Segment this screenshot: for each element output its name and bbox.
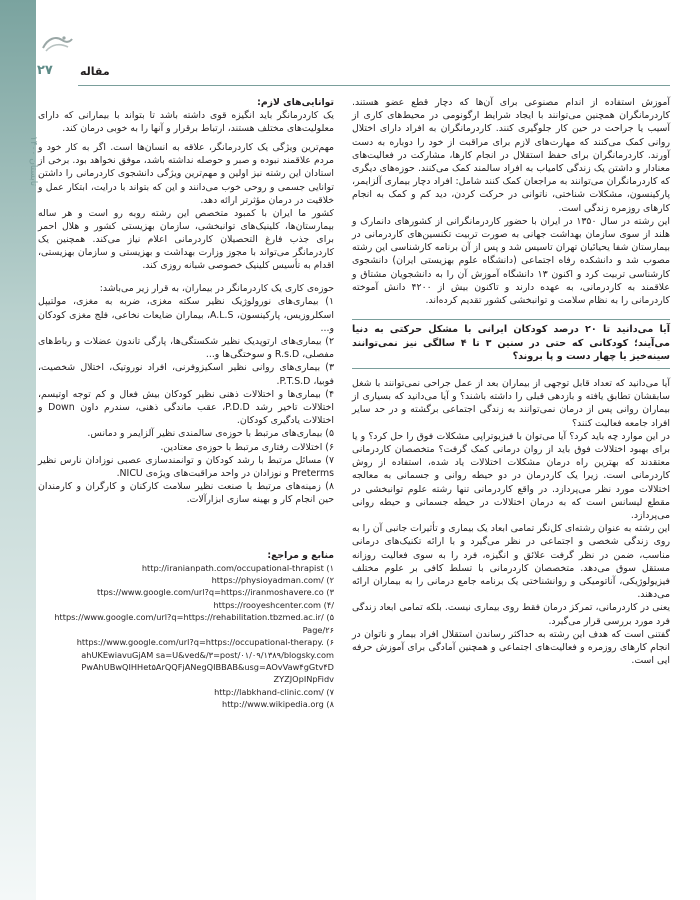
reference-item: ttps://www.google.com/url?q=https://iranmoshavere.co (۳ bbox=[97, 587, 334, 598]
reference-item: https://www.google.com/url?q=https://rehabilitation.tbzmed.ac.ir/ (۵ bbox=[54, 612, 334, 623]
question-box bbox=[352, 319, 670, 369]
history-paragraph: این رشته در سال ۱۳۵۰ در ایران با حضور کاردرمانگرانی از کشورهای دانمارک و هلند از سوی سازمان بهداشت جهانی به صورت تربیت تکنسین‌های کاردرمانی در بیمارستان شفا یحیائیان تهران تاسیس شد و پس از آن برنامه کارشناسی این رشته مصوب شد و دانشکده رفاه اجتماعی (دانشگاه علوم بهزیستی ایران) دانشجوی کارشناسی تربیت کرد و اکنون ۱۳ دانشگاه آموزش آن را به دانشجویان مشتاق و علاقمند به کاردرمانی، به عهده دارند و تاکنون بیش از ۴۲۰۰ دانش آموخته کاردرمانی را به نظام سلامت و توانبخشی کشور تقدیم کرده‌اند. bbox=[352, 215, 671, 307]
answer-paragraph-5: گفتنی است که هدف این رشته به حداکثر رساندن استقلال افراد بیمار و ناتوان در انجام کارهای روزمره و فعالیت‌های اجتماعی و همچنین آمادگی برای آموزش حرفه ایی است. bbox=[352, 628, 670, 667]
list-item: ۵) بیماری‌های مرتبط با حوزه‌ی سالمندی نظیر آلزایمر و دمانس. bbox=[87, 428, 334, 440]
answer-paragraph-2: در این موارد چه باید کرد؟ آیا می‌توان با فیزیوتراپی مشکلات فوق را حل کرد؟ و یا برای بهبود اختلالات فوق باید از روان درمانی کمک گرفت؟ متخصصان کاردرمانی معتقدند که بهترین راه درمان مشکلات اختلالات یاد شده، استفاده از روش کاردرمانی است. زیرا یک کاردرمان در دو حیطه روانی و جسمانی به معالجه اختلالات مورد نظر می‌پردازد. در واقع کاردرمانی تنها رشته علوم توانبخشی در مقطع لیسانس است که به درمان اختلالات در حیطه جسمانی و حیطه روانی می‌پردازد. bbox=[352, 430, 670, 522]
reference-item: ahUKEwiavuGjAM sa=U&ved&/۳=post/۰۱/۰۹/۱۳۸۹/blogsky.com bbox=[81, 649, 334, 660]
list-item: ۳) بیماری‌های روانی نظیر اسکیزوفرنی، افراد نوروتیک، اختلال شخصیت، فوبیا، P.T.S.D. bbox=[38, 362, 334, 387]
reference-item: /https://rooyeshcenter.com (۴ bbox=[213, 599, 334, 610]
list-item: ۷) مسائل مرتبط با رشد کودکان و توانمندسازی عصبی نوزادان نارس نظیر Preterms و نوزادان در واحد مراقبت‌های ویژه‌ی NICU. bbox=[38, 454, 334, 479]
section-label: مقاله bbox=[80, 65, 110, 78]
left-column bbox=[38, 96, 334, 711]
references-list bbox=[38, 562, 334, 711]
reference-item: http://www.wikipedia.org (۸ bbox=[222, 699, 334, 710]
reference-item: http://labkhand-clinic.com/ (۷ bbox=[214, 686, 334, 697]
reference-item: http://iranianpath.com/occupational-thrapist (۱ bbox=[141, 562, 334, 573]
references-heading: منابع و مراجع: bbox=[267, 549, 334, 561]
abilities-paragraph-1: یک کاردرمانگر باید انگیزه قوی داشته باشد تا بتواند با بیمارانی که دارای معلولیت‌های مختلف هستند، ارتباط برقرار و آنها را به خوبی درمان کند. bbox=[38, 110, 334, 135]
intro-paragraph: آموزش استفاده از اندام مصنوعی برای آن‌ها که دچار قطع عضو هستند. کاردرمانگران همچنین می‌توانند با ایجاد شرایط ارگونومی در محیط‌های کاری از آسیب یا جراحت در حین کار جلوگیری کنند. کاردرمانگران به افراد دارای اختلال روانی کمک می‌کنند که مهارت‌های لازم برای مراقبت از خود را دوباره به دست آورند. کاردرمانگران برای حفظ استقلال در انجام کارها، مشارکت در فعالیت‌های معنادار و داشتن یک زندگی کامیاب به افراد سالمند کمک می‌کنند. حوزه‌های دیگری که کاردرمانگران می‌توانند به مراجعان کمک کنند شامل: افراد دچار بیماری آلزایمر، پارکینسون، مشکلات شناختی، ناتوانی در حرکت کردن، دید کم و کمک به انجام کارهای روزمره زندگی است. bbox=[352, 97, 670, 214]
reference-item: PwAhUBwQIHHet۵ArQQFjANegQIBBAB&usg=AOvVaw۴gGtv۴D bbox=[81, 661, 334, 672]
institution-logo-icon bbox=[40, 34, 74, 54]
list-item: ۲) بیماری‌های ارتوپدیک نظیر شکستگی‌ها، پارگی تاندون عضلات و رباط‌های مفصلی، R.s.D و سوختگی‌ها و... bbox=[38, 335, 334, 361]
reference-item: https://www.google.com/url?q=https://occupational-therapy. (۶ bbox=[76, 637, 334, 648]
list-item: ۸) زمینه‌های مرتبط با صنعت نظیر سلامت کارکنان و کارگران و کارمندان حین انجام کار و بهینه سازی ابزارآلات. bbox=[38, 481, 334, 506]
answer-paragraph-3: این رشته به عنوان رشته‌ای کل‌نگر تمامی ابعاد یک بیماری و تأثیرات جانبی آن را به روی زندگی شخصی و اجتماعی در نظر می‌گیرد و با ارائه تکنیک‌های درمانی مناسب، ضمن در نظر گرفت علائق و انگیزه، فرد را به سوی فعالیت روزانه مستقل سوق می‌دهد. متخصصان کاردرمانی با تسلط کافی بر علوم مختلف فیزیولوژیکی، آناتومیکی و روانشناختی یک برنامه جامع درمانی را به بیماران ارائه می‌دهند. bbox=[352, 523, 670, 601]
page-number: ۲۷ bbox=[37, 63, 53, 78]
domains-list bbox=[38, 295, 334, 506]
abilities-paragraph-3: کشور ما ایران با کمبود متخصص این رشته روبه رو است و هر ساله بیمارستان‌ها، کلینیک‌های توانبخشی، سازمان بهزیستی کشور و هلال احمر برای جذب فارغ التحصیلان کاردرمانی اعلام نیاز می‌کند. همچنین یک کاردرمانگر می‌تواند با مجوز وزارت بهداشت و بهزیستی و سازمان بهزیستی، اقدام به تأسیس کلینیک خصوصی شبانه روزی کند. bbox=[38, 207, 334, 272]
domains-intro: حوزه‌ی کاری یک کاردرمانگر در بیماران، به قرار زیر می‌باشد: bbox=[99, 283, 334, 295]
reference-item: https://physioyadman.com/ (۲ bbox=[211, 575, 334, 586]
answer-paragraph-1: آیا می‌دانید که تعداد قابل توجهی از بیماران بعد از عمل جراحی نمی‌توانند با شغل سابقشان تطابق یافته و بازدهی قبلی را داشته باشند؟ و آیا می‌دانید که بسیاری از بیماران روانی پس از درمان نمی‌توانند به زندگی اجتماعی برگشته و در حد سایر افراد جامعه فعالیت کنند؟ bbox=[352, 378, 670, 429]
question-heading: آیا می‌دانید تا ۲۰ درصد کودکان ایرانی با مشکل حرکتی به دنیا می‌آیند؛ کودکانی که حتی در سنین ۳ تا ۴ سالگی نیز نمی‌توانند سینه‌خیز یا چهار دست و پا بروند؟ bbox=[352, 324, 671, 363]
list-item: ۱) بیماری‌های نورولوژیک نظیر سکته مغزی، ضربه به مغزی، مولتیپل اسکلروزیس، پارکینسون، A.L.S، بیماران ضایعات نخاعی، فلج مغزی کودکان و... bbox=[38, 296, 334, 334]
reference-item: ۲۶/Page bbox=[302, 624, 334, 635]
list-item: ۶) اختلالات رفتاری مرتبط با حوزه‌ی معتادین. bbox=[160, 441, 334, 453]
abilities-heading: توانایی‌های لازم: bbox=[257, 97, 334, 108]
answer-paragraph-4: یعنی در کاردرمانی، تمرکز درمان فقط روی بیماری نیست. بلکه تمامی ابعاد زندگی فرد مورد بررسی قرار می‌گیرد. bbox=[352, 602, 670, 627]
issue-label: تابستان ۱۴۰۰ bbox=[28, 135, 38, 187]
list-item: ۴) بیماری‌ها و اختلالات ذهنی نظیر کودکان بیش فعال و کم توجه اوتیسم، اختلالات تاخیر رشد P.D.D، عقب ماندگی ذهنی، سندرم داون Down و اختلالات یادگیری کودکان. bbox=[38, 388, 334, 427]
abilities-paragraph-2: مهم‌ترین ویژگی یک کاردرمانگر، علاقه به انسان‌ها است. اگر به کار خود و مردم علاقمند نبوده و صبر و حوصله نداشته باشد، موفق نخواهد بود. برخی از استادان این رشته نیز اولین و مهم‌ترین ویژگی دانشجوی کاردرمانی را داشتن توانایی جسمی و روحی خوب می‌دانند و این که بتواند با درایت، ابتکار عمل و خلاقیت در درمان مؤثرتر ارائه دهد. bbox=[38, 142, 334, 206]
right-column bbox=[352, 96, 670, 668]
header-rule bbox=[78, 85, 670, 86]
reference-item: ZYZJOpINpFidv bbox=[273, 674, 334, 685]
